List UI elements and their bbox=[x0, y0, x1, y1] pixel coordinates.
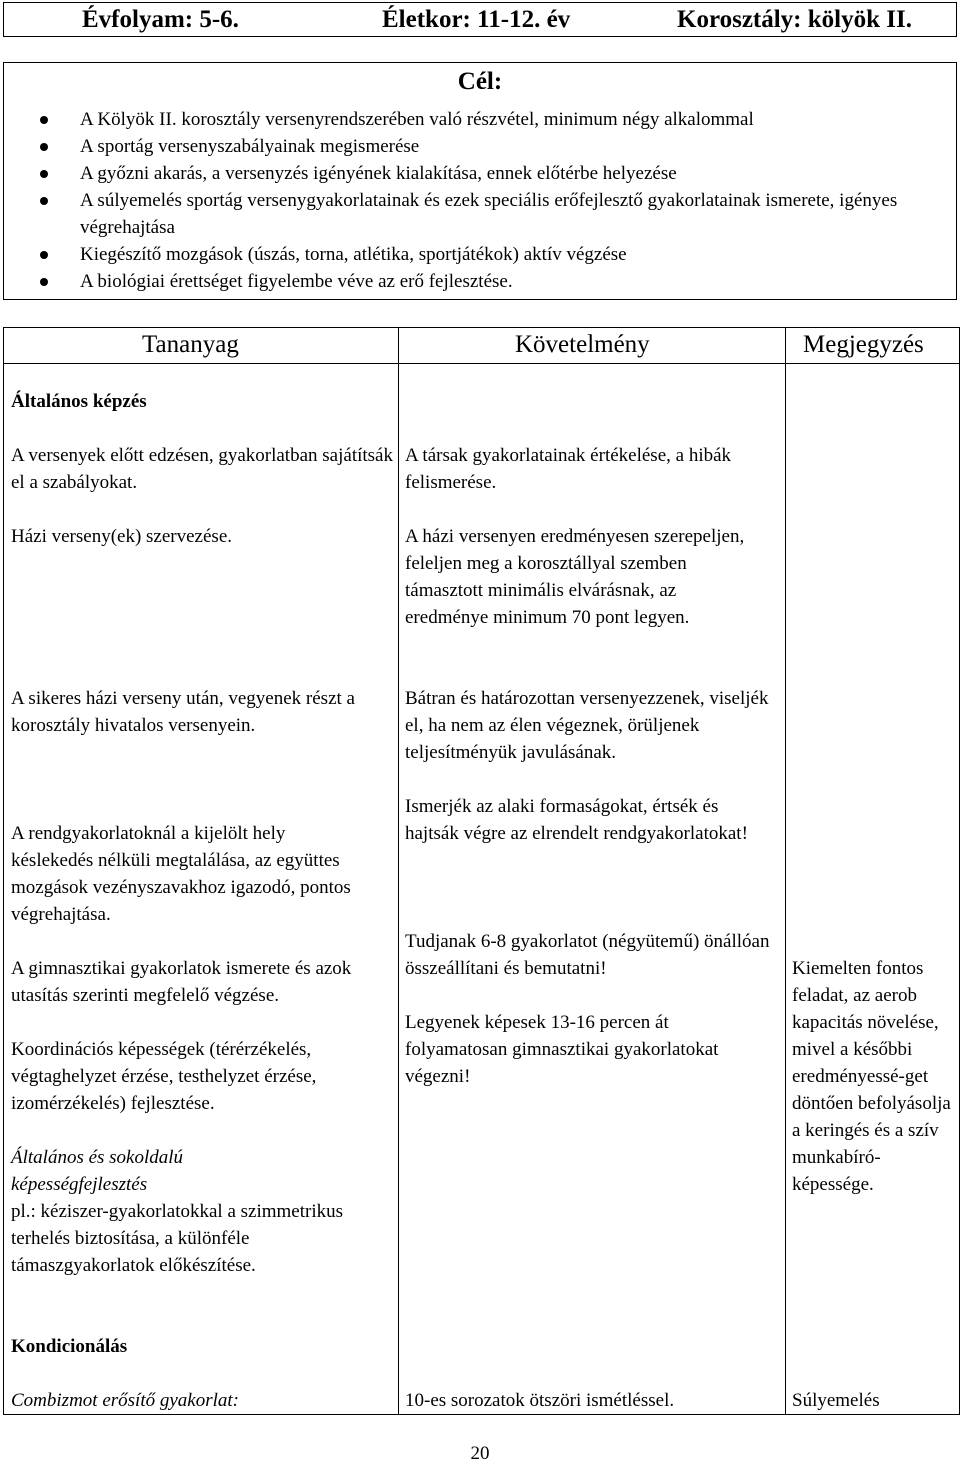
kovetelmeny-cell: A házi versenyen eredményesen szerepeljen, feleljen meg a korosztállyal szemben támasztott minimális elvárásnak, az eredménye minimum 70 pont legyen. bbox=[405, 526, 745, 628]
tananyag-cell: Koordinációs képességek (térérzékelés, végtaghelyzet érzése, testhelyzet érzése, izomérzékelés) fejlesztése. bbox=[11, 1039, 317, 1114]
kovetelmeny-cell: Bátran és határozottan versenyezzenek, viseljék el, ha nem az élen végeznek, örüljenek teljesítményük javulásának. bbox=[405, 688, 769, 763]
header-divider bbox=[4, 363, 959, 364]
goal-item: Kiegészítő mozgások (úszás, torna, atlétika, sportjátékok) aktív végzése bbox=[4, 241, 930, 268]
curriculum-table bbox=[3, 327, 960, 1415]
tananyag-cell: Házi verseny(ek) szervezése. bbox=[11, 526, 233, 547]
tananyag-cell: Combizmot erősítő gyakorlat: bbox=[11, 1390, 239, 1411]
goal-item: A sportág versenyszabályainak megismerése bbox=[4, 133, 930, 160]
goal-box bbox=[3, 62, 957, 300]
tananyag-subtitle: Általános és sokoldalú képességfejlesztés bbox=[11, 1147, 184, 1195]
page-number: 20 bbox=[470, 1443, 490, 1464]
header-box bbox=[3, 2, 957, 37]
header-megjegyzes: Megjegyzés bbox=[803, 331, 924, 358]
section-general-training: Általános képzés bbox=[11, 391, 147, 412]
tananyag-cell: pl.: kéziszer-gyakorlatokkal a szimmetrikus terhelés biztosítása, a különféle támaszgyakorlatok előkészítése. bbox=[11, 1201, 344, 1276]
kovetelmeny-cell: 10-es sorozatok ötszöri ismétléssel. bbox=[405, 1390, 675, 1411]
group-label: Korosztály: kölyök II. bbox=[677, 6, 912, 33]
grade-label: Évfolyam: 5-6. bbox=[82, 6, 239, 33]
kovetelmeny-cell: Ismerjék az alaki formaságokat, értsék és hajtsák végre az elrendelt rendgyakorlatokat! bbox=[405, 796, 748, 844]
age-label: Életkor: 11-12. év bbox=[382, 6, 571, 33]
goal-list bbox=[4, 106, 930, 295]
kovetelmeny-cell: Legyenek képesek 13-16 percen át folyamatosan gimnasztikai gyakorlatokat végezni! bbox=[405, 1012, 719, 1087]
tananyag-cell: A versenyek előtt edzésen, gyakorlatban sajátítsák el a szabályokat. bbox=[11, 445, 393, 493]
goal-title: Cél: bbox=[457, 68, 503, 95]
megjegyzes-cell: Kiemelten fontos feladat, az aerob kapacitás növelése, mivel a későbbi eredményessé-get döntően befolyásolja a keringés és a szív munkabíró-képessége. bbox=[792, 958, 951, 1195]
goal-item: A Kölyök II. korosztály versenyrendszerében való részvétel, minimum négy alkalommal bbox=[4, 106, 930, 133]
tananyag-cell: A rendgyakorlatoknál a kijelölt hely késlekedés nélküli megtalálása, az együttes mozgások vezényszavakhoz igazodó, pontos végrehajtása. bbox=[11, 823, 351, 925]
kovetelmeny-cell: A társak gyakorlatainak értékelése, a hibák felismerése. bbox=[405, 445, 732, 493]
header-kovetelmeny: Követelmény bbox=[515, 331, 650, 358]
goal-item: A biológiai érettséget figyelembe véve az erő fejlesztése. bbox=[4, 268, 930, 295]
goal-item: A győzni akarás, a versenyzés igényének kialakítása, ennek előtérbe helyezése bbox=[4, 160, 930, 187]
section-conditioning: Kondicionálás bbox=[11, 1336, 128, 1357]
header-tananyag: Tananyag bbox=[142, 331, 239, 358]
goal-item: A súlyemelés sportág versenygyakorlatainak és ezek speciális erőfejlesztő gyakorlatainak ismerete, igényes végrehajtása bbox=[4, 187, 930, 241]
column-divider bbox=[785, 328, 786, 1414]
column-divider bbox=[398, 328, 399, 1414]
tananyag-cell: A gimnasztikai gyakorlatok ismerete és azok utasítás szerinti megfelelő végzése. bbox=[11, 958, 352, 1006]
kovetelmeny-cell: Tudjanak 6-8 gyakorlatot (négyütemű) önállóan összeállítani és bemutatni! bbox=[405, 931, 770, 979]
tananyag-cell: A sikeres házi verseny után, vegyenek részt a korosztály hivatalos versenyein. bbox=[11, 688, 355, 736]
megjegyzes-cell: Súlyemelés bbox=[792, 1390, 880, 1411]
